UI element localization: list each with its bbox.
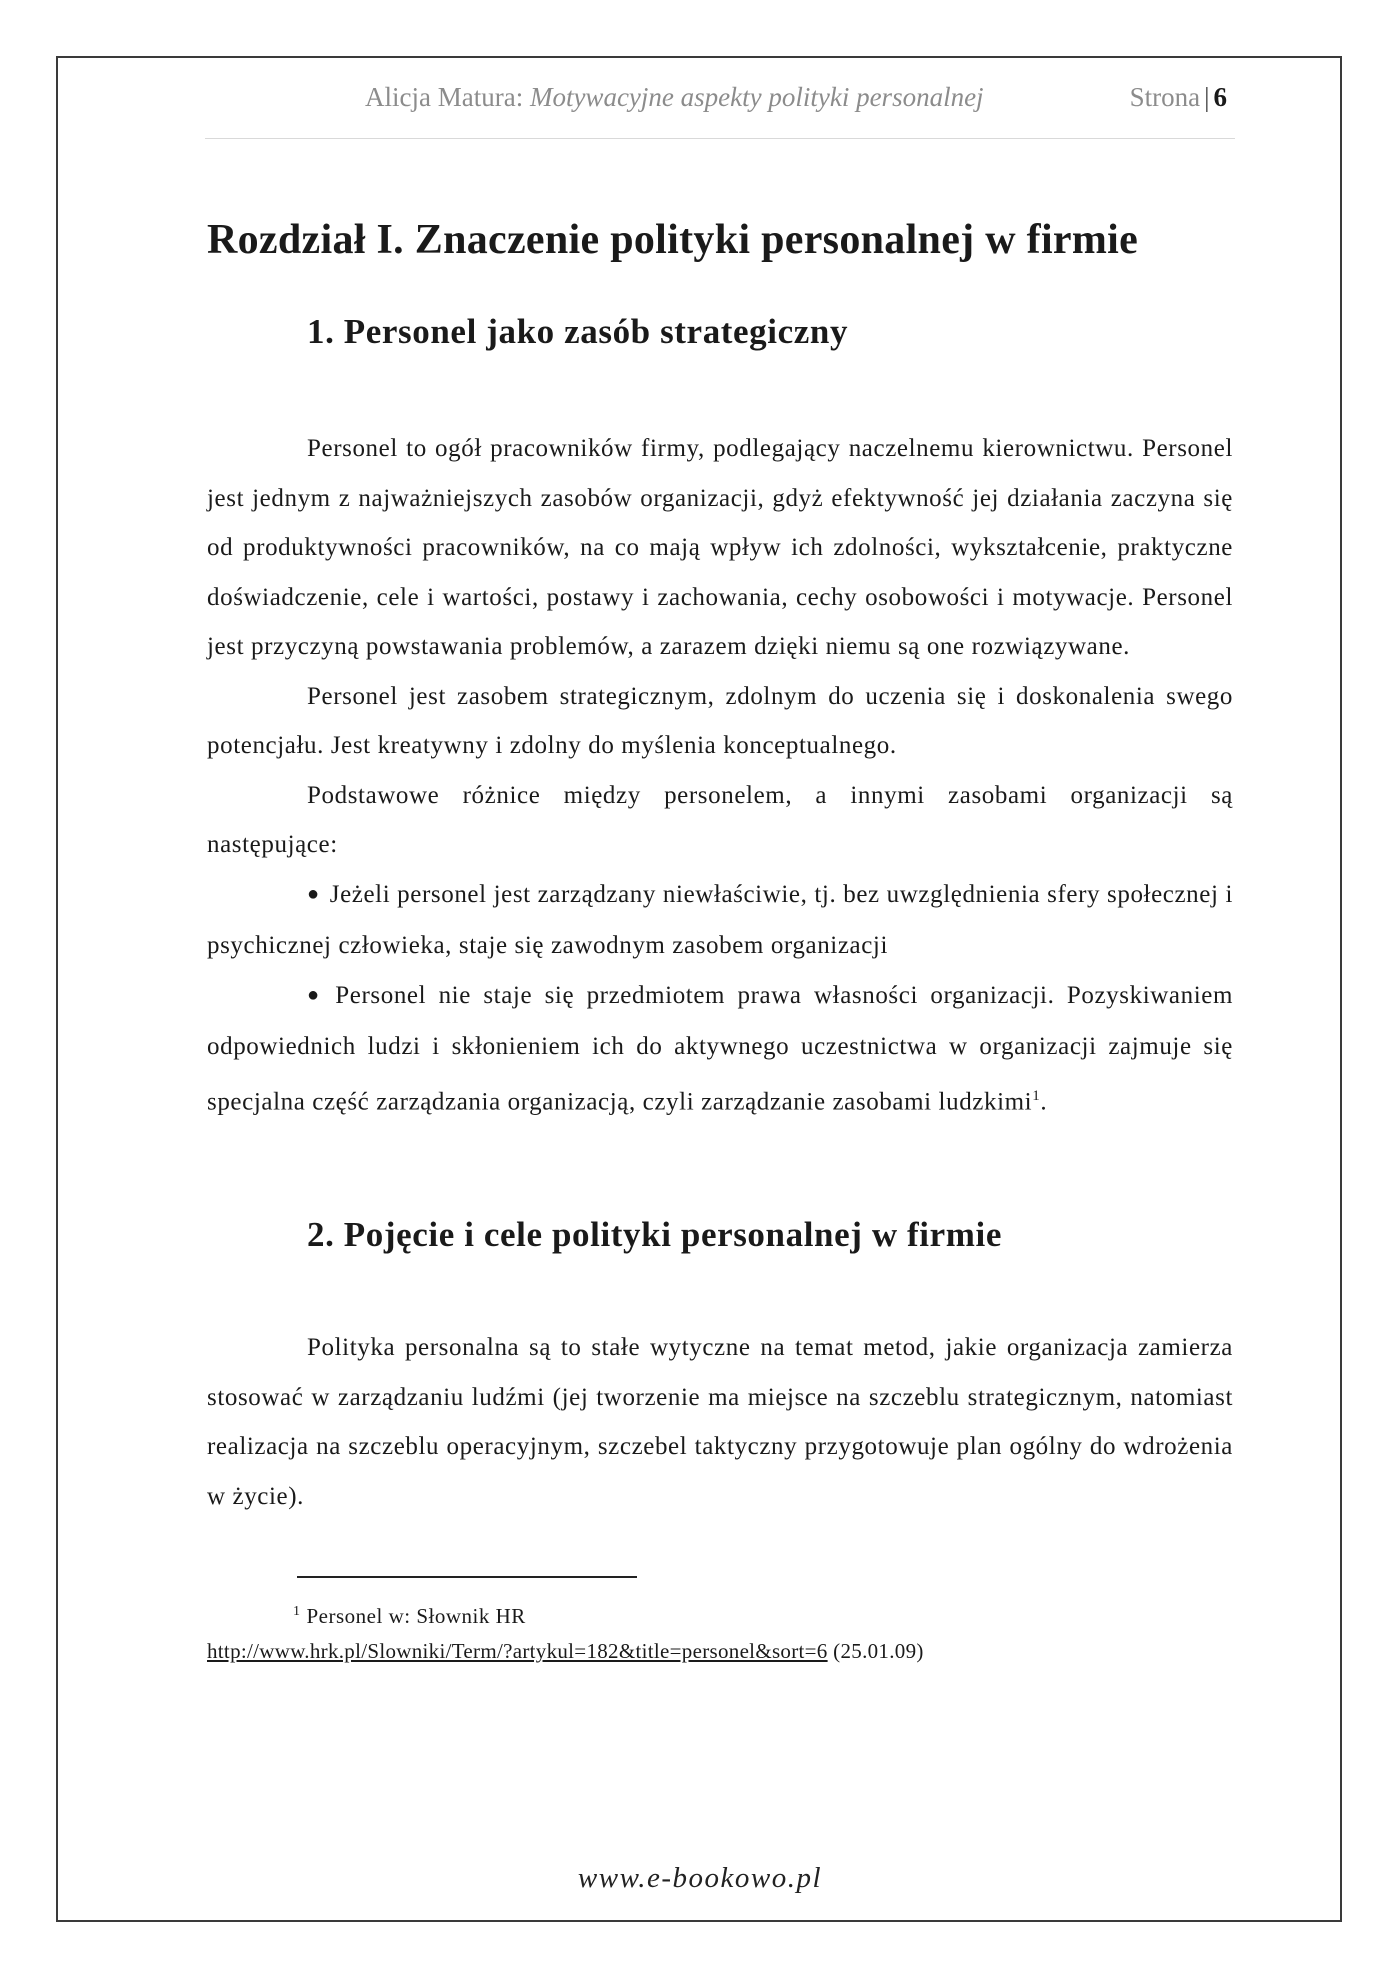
bullet-text: Personel nie staje się przedmiotem prawa własności organizacji. Pozyskiwaniem odpowiednich ludzi i skłonieniem ich do aktywnego uczestnictwa w organizacji zajmuje się specjalna część zarządzania organizacją, czyli zarządzanie zasobami ludzkimi: [207, 981, 1233, 1115]
footnote-reference[interactable]: 1: [1032, 1087, 1041, 1104]
paragraph: Personel jest zasobem strategicznym, zdolnym do uczenia się i doskonalenia swego potencjału. Jest kreatywny i zdolny do myślenia konceptualnego.: [207, 682, 1233, 759]
header-author: Alicja Matura:: [365, 82, 524, 112]
header-title: [365, 82, 984, 113]
footnote-date: (25.01.09): [833, 1639, 924, 1664]
running-header: [205, 82, 1235, 139]
header-separator: |: [1204, 82, 1210, 112]
bullet-item: [207, 870, 1233, 971]
footnote-number: 1: [293, 1604, 301, 1620]
footnote: [293, 1604, 1233, 1629]
section-1-title: 1. Personel jako zasób strategiczny: [307, 312, 849, 351]
bullet-end-punct: .: [1040, 1087, 1048, 1115]
header-page-info: [1130, 82, 1227, 113]
section-2-title: 2. Pojęcie i cele polityki personalnej w firmie: [307, 1215, 1002, 1255]
bullet-icon: ●: [307, 882, 320, 905]
paragraph: Personel to ogół pracowników firmy, podlegający naczelnemu kierownictwu. Personel jest jednym z najważniejszych zasobów organizacji, gdyż efektywność jej działania zaczyna się od produktywności pracowników, na co mają wpływ ich zdolności, wykształcenie, praktyczne doświadczenie, cele i wartości, postawy i zachowania, cechy osobowości i motywacje. Personel jest przyczyną powstawania problemów, a zarazem dzięki niemu są one rozwiązywane.: [207, 435, 1233, 660]
footnote-link[interactable]: http://www.hrk.pl/Slowniki/Term/?artykul=182&title=personel&sort=6: [207, 1639, 828, 1664]
header-book-title: Motywacyjne aspekty polityki personalnej: [529, 82, 984, 112]
section-1-body: [207, 424, 1233, 1126]
footer-website: www.e-bookowo.pl: [577, 1862, 823, 1894]
chapter-title: Rozdział I. Znaczenie polityki personalnej w firmie: [207, 217, 1139, 263]
bullet-item: [207, 971, 1233, 1127]
paragraph: Polityka personalna są to stałe wytyczne na temat metod, jakie organizacja zamierza stosować w zarządzaniu ludźmi (jej tworzenie ma miejsce na szczeblu strategicznym, natomiast realizacja na szczeblu operacyjnym, szczebel taktyczny przygotowuje plan ogólny do wdrożenia w życie).: [207, 1334, 1233, 1510]
footnote-divider: [297, 1576, 637, 1578]
bullet-text: Jeżeli personel jest zarządzany niewłaściwie, tj. bez uwzględnienia sfery społecznej i psychicznej człowieka, staje się zawodnym zasobem organizacji: [207, 880, 1233, 959]
page-content: [207, 215, 1233, 1664]
section-2-body: [207, 1323, 1233, 1521]
footnote-source: [207, 1639, 1233, 1664]
header-page-label: Strona: [1129, 82, 1201, 112]
page-number: 6: [1213, 82, 1227, 112]
bullet-icon: ●: [307, 983, 326, 1006]
paragraph: Podstawowe różnice między personelem, a innymi zasobami organizacji są następujące:: [207, 781, 1233, 858]
footnote-text: Personel w: Słownik HR: [306, 1604, 526, 1629]
